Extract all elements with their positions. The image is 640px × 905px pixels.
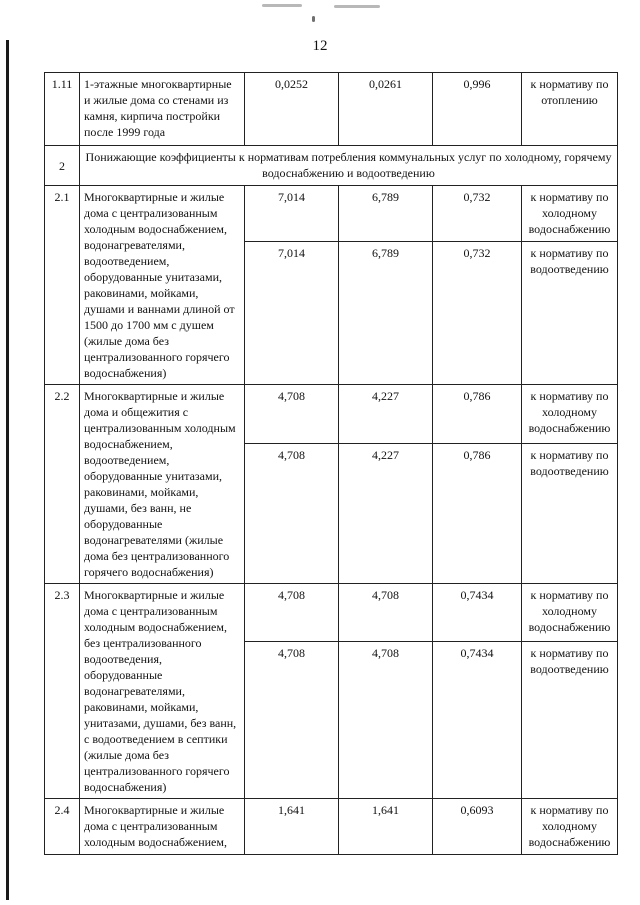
row-description: Многоквартирные и жилые дома с централизованным холодным водоснабжением, без централизованного водоотведения, оборудованные водонагревателями, раковинами, мойками, унитазами, душами, без ванн, с водоотведением в септики (жилые дома без централизованного горячего водоснабжения) — [80, 584, 245, 799]
coefficient-value: 0,732 — [433, 242, 522, 385]
table-row — [45, 73, 618, 146]
row-note: к нормативу по отоплению — [522, 73, 618, 146]
table-row — [45, 186, 618, 242]
coefficient-value: 0,7434 — [433, 584, 522, 642]
coefficients-table — [44, 72, 618, 855]
coefficient-value: 4,227 — [339, 385, 433, 444]
coefficient-value: 0,7434 — [433, 641, 522, 798]
row-description: Многоквартирные и жилые дома с централизованным холодным водоснабжением, — [80, 799, 245, 855]
coefficient-value: 7,014 — [245, 186, 339, 242]
row-number: 2.3 — [45, 584, 80, 799]
row-note: к нормативу по холодному водоснабжению — [522, 584, 618, 642]
coefficient-value: 4,708 — [245, 641, 339, 798]
scan-smudge — [262, 4, 302, 7]
coefficient-value: 4,708 — [245, 443, 339, 583]
coefficient-value: 6,789 — [339, 186, 433, 242]
coefficient-value: 0,0252 — [245, 73, 339, 146]
section-row — [45, 146, 618, 186]
coefficient-value: 4,708 — [339, 584, 433, 642]
coefficient-value: 6,789 — [339, 242, 433, 385]
coefficient-value: 0,732 — [433, 186, 522, 242]
row-description: Многоквартирные и жилые дома и общежития с централизованным холодным водоснабжением, водоотведением, оборудованные унитазами, раковинами, мойками, душами, без ванн, не оборудованные водонагревателями (жилые дома без централизованного горячего водоснабжения) — [80, 385, 245, 584]
row-number: 2.4 — [45, 799, 80, 855]
row-description: 1-этажные многоквартирные и жилые дома со стенами из камня, кирпича постройки после 1999 года — [80, 73, 245, 146]
section-number: 2 — [45, 146, 80, 186]
row-note: к нормативу по холодному водоснабжению — [522, 385, 618, 444]
row-note: к нормативу по водоотведению — [522, 443, 618, 583]
table-row — [45, 799, 618, 855]
coefficient-value: 0,0261 — [339, 73, 433, 146]
coefficient-value: 7,014 — [245, 242, 339, 385]
coefficient-value: 1,641 — [245, 799, 339, 855]
coefficient-value: 4,708 — [245, 385, 339, 444]
row-note: к нормативу по холодному водоснабжению — [522, 799, 618, 855]
table-row — [45, 385, 618, 444]
row-description: Многоквартирные и жилые дома с централизованным холодным водоснабжением, водонагревателями, водоотведением, оборудованные унитазами, раковинами, мойками, душами и ваннами длиной от 1500 до 1700 мм с душем (жилые дома без централизованного горячего водоснабжения) — [80, 186, 245, 385]
scan-binding-edge — [6, 40, 9, 900]
row-note: к нормативу по водоотведению — [522, 242, 618, 385]
coefficient-value: 0,786 — [433, 443, 522, 583]
coefficient-value: 0,996 — [433, 73, 522, 146]
row-number: 1.11 — [45, 73, 80, 146]
coefficient-value: 1,641 — [339, 799, 433, 855]
table-row — [45, 584, 618, 642]
row-number: 2.2 — [45, 385, 80, 584]
page-number: 12 — [312, 38, 328, 54]
coefficient-value: 0,786 — [433, 385, 522, 444]
coefficient-value: 0,6093 — [433, 799, 522, 855]
coefficient-value: 4,708 — [339, 641, 433, 798]
section-title: Понижающие коэффициенты к нормативам потребления коммунальных услуг по холодному, горячему водоснабжению и водоотведению — [80, 146, 618, 186]
row-number: 2.1 — [45, 186, 80, 385]
row-note: к нормативу по холодному водоснабжению — [522, 186, 618, 242]
scan-smudge — [334, 5, 380, 8]
scan-smudge — [312, 16, 315, 22]
row-note: к нормативу по водоотведению — [522, 641, 618, 798]
coefficient-value: 4,708 — [245, 584, 339, 642]
coefficient-value: 4,227 — [339, 443, 433, 583]
